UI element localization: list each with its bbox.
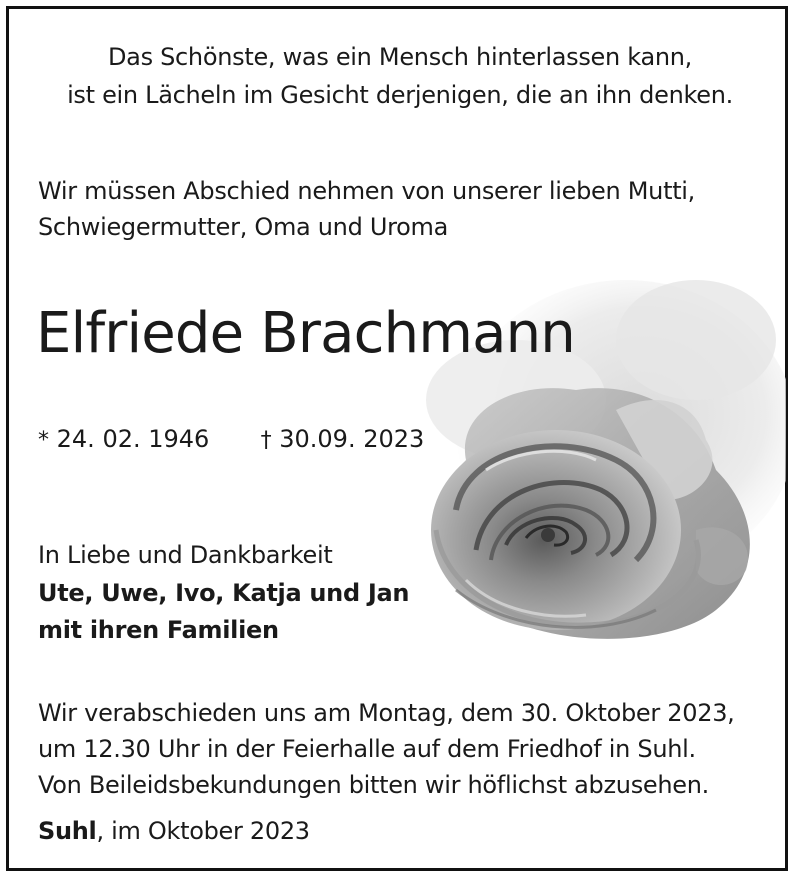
funeral-line-3: Von Beileidsbekundungen bitten wir höflichst abzusehen. (38, 771, 709, 799)
deceased-name: Elfriede Brachmann (36, 301, 575, 366)
closing-line (38, 812, 310, 850)
closing-place: Suhl (38, 817, 97, 845)
birth-symbol: * (38, 428, 49, 453)
death-date: 30.09. 2023 (279, 425, 425, 453)
mourners-names: Ute, Uwe, Ivo, Katja und Jan (38, 579, 410, 607)
death-symbol: † (260, 428, 272, 453)
life-dates (38, 420, 424, 460)
quote-line-2: ist ein Lächeln im Gesicht derjenigen, die an ihn denken. (67, 81, 733, 109)
funeral-line-1: Wir verabschieden uns am Montag, dem 30. Oktober 2023, (38, 699, 735, 727)
birth-date: 24. 02. 1946 (56, 425, 210, 453)
intro-line-1: Wir müssen Abschied nehmen von unserer lieben Mutti, (38, 177, 695, 205)
intro-line-2: Schwiegermutter, Oma und Uroma (38, 213, 449, 241)
mourners-intro: In Liebe und Dankbarkeit (38, 541, 333, 569)
closing-date: , im Oktober 2023 (96, 817, 310, 845)
mourners-families: mit ihren Familien (38, 616, 279, 644)
quote-line-1: Das Schönste, was ein Mensch hinterlassen kann, (107, 43, 692, 71)
funeral-line-2: um 12.30 Uhr in der Feierhalle auf dem Friedhof in Suhl. (38, 735, 696, 763)
